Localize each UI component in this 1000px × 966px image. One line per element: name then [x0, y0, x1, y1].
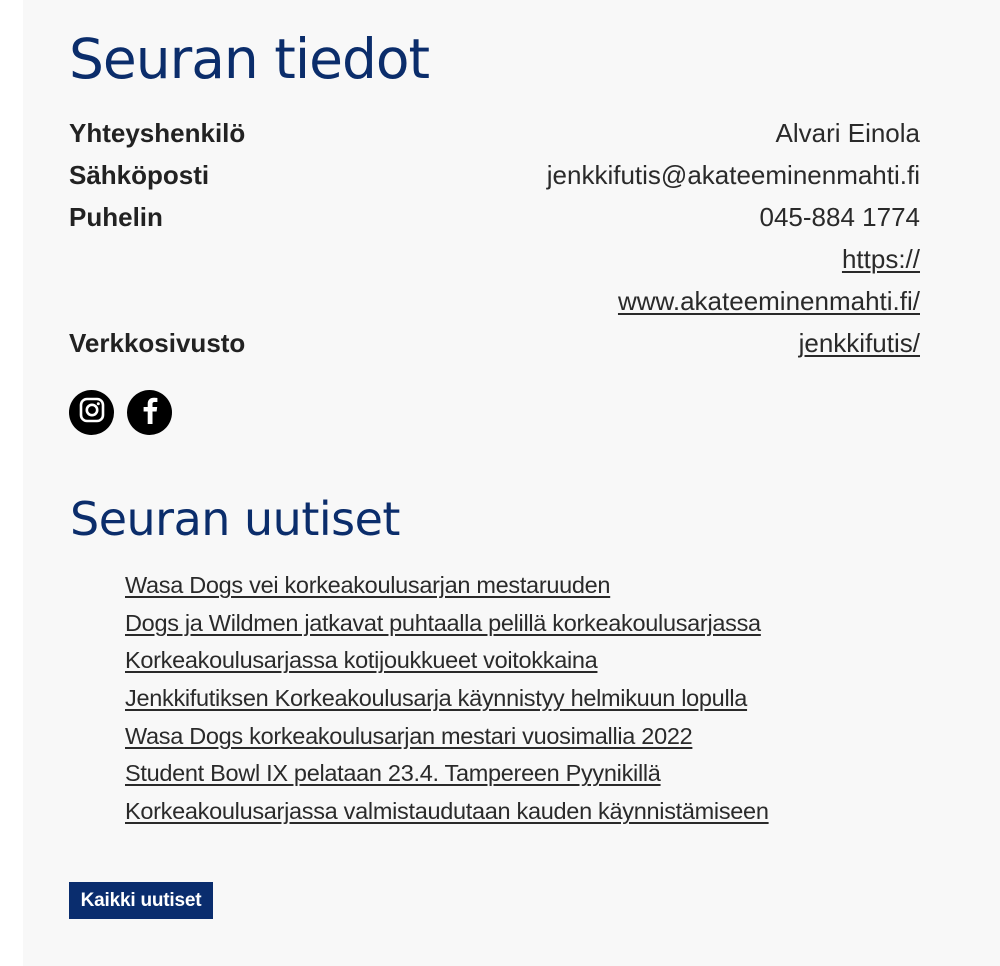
news-item: [125, 680, 769, 718]
news-item: [125, 755, 769, 793]
phone-label: Puhelin: [69, 202, 163, 232]
website-link-line-3: jenkkifutis/: [798, 328, 920, 358]
all-news-button[interactable]: Kaikki uutiset: [69, 882, 213, 919]
news-list: [125, 567, 769, 831]
club-info-heading: Seuran tiedot: [69, 27, 430, 91]
news-link[interactable]: Dogs ja Wildmen jatkavat puhtaalla pelillä korkeakoulusarjassa: [125, 609, 761, 636]
news-link[interactable]: Korkeakoulusarjassa kotijoukkueet voitokkaina: [125, 647, 598, 674]
club-news-heading: Seuran uutiset: [70, 492, 400, 546]
phone-value: 045-884 1774: [759, 202, 920, 232]
contact-person-label: Yhteyshenkilö: [69, 118, 246, 148]
website-link-line-2: www.akateeminenmahti.fi/: [617, 286, 920, 316]
website-row: [69, 238, 920, 364]
instagram-icon: [78, 396, 106, 429]
facebook-icon: [139, 395, 161, 430]
email-link[interactable]: jenkkifutis@akateeminenmahti.fi: [546, 160, 920, 190]
social-links: [69, 390, 172, 435]
news-item: [125, 642, 769, 680]
email-row: [69, 154, 920, 196]
news-link[interactable]: Student Bowl IX pelataan 23.4. Tampereen Pyynikillä: [125, 760, 661, 787]
news-link[interactable]: Korkeakoulusarjassa valmistaudutaan kauden käynnistämiseen: [125, 798, 769, 825]
phone-row: [69, 196, 920, 238]
email-label: Sähköposti: [69, 160, 210, 190]
news-item: [125, 793, 769, 831]
facebook-link[interactable]: [127, 390, 172, 435]
news-item: [125, 718, 769, 756]
news-link[interactable]: Wasa Dogs korkeakoulusarjan mestari vuosimallia 2022: [125, 722, 693, 749]
news-item: [125, 567, 769, 605]
contact-person-value: Alvari Einola: [775, 118, 920, 148]
website-link-line-1: https://: [841, 244, 920, 274]
website-label: Verkkosivusto: [69, 328, 246, 358]
news-link[interactable]: Wasa Dogs vei korkeakoulusarjan mestaruuden: [125, 572, 611, 598]
website-link[interactable]: [618, 238, 920, 364]
news-item: [125, 605, 769, 643]
news-link[interactable]: Jenkkifutiksen Korkeakoulusarja käynnistyy helmikuun lopulla: [125, 685, 748, 712]
instagram-link[interactable]: [69, 390, 114, 435]
contact-person-row: [69, 112, 920, 154]
